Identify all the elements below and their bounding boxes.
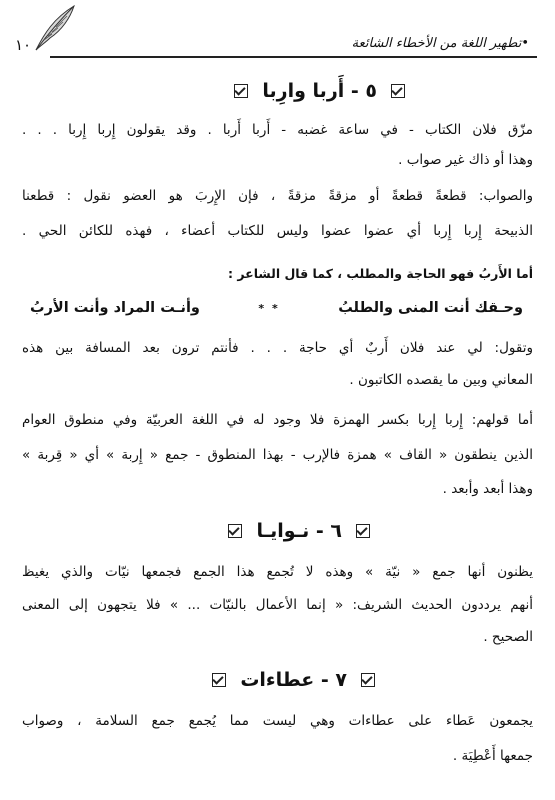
s5-line-4: الذبيحة إِربا إِربا أي عضوا عضوا وليس للكتاب أعضاء ، فهذه للكائن الحي . bbox=[22, 223, 533, 239]
s5-line-7: المعاني وبين ما يقصده الكاتبون . bbox=[349, 372, 533, 388]
s5-line-10: وهذا أبعد وأبعد . bbox=[442, 481, 533, 497]
checkbox-icon bbox=[212, 673, 226, 687]
s5-line-1: مزّق فلان الكتاب - في ساعة غضبه - أَربا أَربا . وقد يقولون إِربا إِربا . . . bbox=[22, 122, 533, 138]
s7-line-2: جمعها أَعْطِيَة . bbox=[452, 748, 533, 764]
checkbox-icon bbox=[356, 524, 370, 538]
checkbox-icon bbox=[234, 84, 248, 98]
section-7-title: ٧ - عطاءات bbox=[240, 669, 347, 691]
s6-line-2: أنهم يرددون الحديث الشريف: « إنما الأعمال بالنيّات ... » فلا يتجهون إلى المعنى bbox=[22, 597, 533, 613]
s5-line-6: وتقول: لي عند فلان أَربٌ أي حاجة . . . فأنتم ترون بعد المسافة بين هذه bbox=[22, 340, 533, 356]
s5-line-2: وهذا أو ذاك غير صواب . bbox=[398, 152, 533, 168]
section-6-title: ٦ - نـوايـا bbox=[256, 520, 342, 542]
poem-second-hemistich: وأنـت المراد وأنت الأربُ bbox=[30, 300, 200, 316]
checkbox-icon bbox=[361, 673, 375, 687]
checkbox-icon bbox=[391, 84, 405, 98]
section-7-heading bbox=[212, 667, 375, 693]
poem-verse bbox=[30, 297, 523, 319]
page-number: ١٠ bbox=[15, 36, 32, 54]
section-6-heading bbox=[228, 518, 370, 544]
section-5-heading bbox=[234, 78, 405, 104]
s5-line-3: والصواب: قطعةً قطعةً أو مزقةً مزقةً ، فإن الإِربَ هو العضو نقول : قطعنا bbox=[22, 188, 533, 204]
checkbox-icon bbox=[228, 524, 242, 538]
poem-separator: * * bbox=[258, 301, 280, 315]
s6-line-3: الصحيح . bbox=[483, 629, 533, 645]
s6-line-1: يظنون أنها جمع « نيّة » وهذه لا تُجمع هذا الجمع فجمعها نيّات والذي يغيظ bbox=[22, 564, 533, 580]
s5-line-9: الذين ينطقون « القاف » همزة فالإرب - بهذا المنطوق - جمع « إِربة » أي « قِربة » bbox=[22, 447, 533, 463]
running-header: •تطهير اللغة من الأخطاء الشائعة bbox=[351, 36, 529, 51]
s5-line-5: أما الأَربُ فهو الحاجة والمطلب ، كما قال الشاعر : bbox=[228, 266, 533, 281]
s7-line-1: يجمعون عَطاء على عطاءات وهي ليست مما يُجمع جمع السلامة ، وصواب bbox=[22, 713, 533, 729]
header-rule bbox=[50, 56, 537, 58]
quill-icon bbox=[30, 4, 80, 52]
poem-first-hemistich: وحـقك أنت المنى والطلبُ bbox=[338, 300, 523, 316]
section-5-title: ٥ - أَربا وارِبا bbox=[262, 80, 377, 102]
s5-line-8: أما قولهم: إِربا إِربا بكسر الهمزة فلا وجود له في اللغة العربيّة وفي منطوق العوام bbox=[22, 412, 533, 428]
